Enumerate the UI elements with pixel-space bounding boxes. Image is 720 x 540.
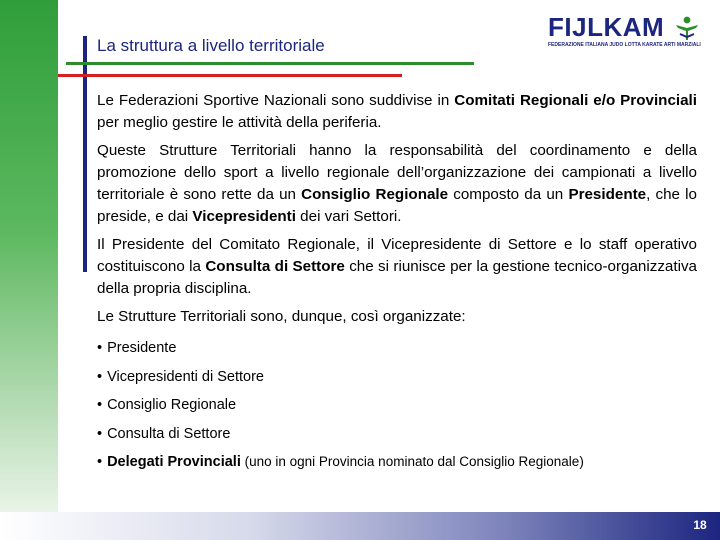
paragraph-text: Queste Strutture Territoriali hanno la responsabilità del coordinamento e della promozione dello sport a livello regionale dell’organizzazione dei campionati a livello territoriale è sono rette da un — [97, 142, 697, 203]
bullet-label: Consiglio Regionale — [107, 397, 237, 413]
bullet-dot-icon: • — [97, 397, 103, 413]
body-paragraph — [97, 90, 697, 134]
bullet-label: Presidente — [107, 340, 177, 356]
bullet-item — [97, 420, 697, 449]
emphasized-term: Comitati Regionali e/o Provinciali — [454, 92, 697, 109]
paragraph-text: Il Presidente del Comitato Regionale, il Vicepresidente di Settore e lo staff operativo costituiscono la — [97, 236, 697, 275]
title-vertical-rule — [83, 36, 87, 272]
bullet-dot-icon: • — [97, 368, 103, 385]
title-green-rule — [66, 62, 474, 65]
bullet-dot-icon: • — [97, 340, 103, 356]
paragraph-text: Le Federazioni Sportive Nazionali sono suddivise in — [97, 92, 455, 109]
slide-title: La struttura a livello territoriale — [97, 36, 325, 55]
bullet-item — [97, 448, 697, 477]
left-green-band — [0, 0, 58, 512]
bullet-label: Vicepresidenti di Settore — [107, 368, 264, 385]
paragraph-text: che si riunisce per la gestione tecnico-organizzativa della propria disciplina. — [97, 258, 698, 297]
body-paragraph — [97, 234, 697, 300]
title-red-rule — [58, 74, 402, 77]
emphasized-term: Vicepresidenti — [192, 208, 296, 225]
bullet-dot-icon: • — [97, 454, 103, 470]
paragraph-text: Le Strutture Territoriali sono, dunque, così organizzate: — [97, 308, 466, 325]
bullet-label: Consulta di Settore — [107, 425, 231, 442]
structure-bullet-list — [97, 334, 697, 477]
paragraph-text: composto da un — [448, 186, 569, 203]
paragraph-text: , che lo preside, e dai — [97, 186, 697, 225]
bullet-dot-icon: • — [97, 425, 103, 442]
body-paragraph — [97, 306, 697, 328]
bullet-item — [97, 363, 697, 392]
emphasized-term: Consulta di Settore — [205, 258, 345, 275]
paragraph-text: dei vari Settori. — [295, 208, 402, 225]
bullet-item — [97, 334, 697, 363]
slide-body — [97, 90, 697, 477]
bullet-note: (uno in ogni Provincia nominato dal Consiglio Regionale) — [240, 454, 584, 469]
paragraph-text: per meglio gestire le attività della periferia. — [97, 114, 382, 131]
bullet-item — [97, 391, 697, 420]
logo-subtitle: FEDERAZIONE ITALIANA JUDO LOTTA KARATE ARTI MARZIALI — [548, 42, 701, 48]
page-number: 18 — [693, 518, 707, 532]
bottom-gradient-band — [0, 512, 720, 540]
body-paragraph — [97, 140, 697, 228]
paragraph-list — [97, 90, 697, 328]
federation-logo — [546, 14, 702, 52]
emphasized-term: Consiglio Regionale — [301, 186, 449, 203]
athlete-emblem-icon — [672, 14, 702, 44]
emphasized-term: Presidente — [568, 186, 647, 203]
bullet-label: Delegati Provinciali — [107, 454, 241, 470]
logo-wordmark: FIJLKAM — [548, 12, 665, 42]
